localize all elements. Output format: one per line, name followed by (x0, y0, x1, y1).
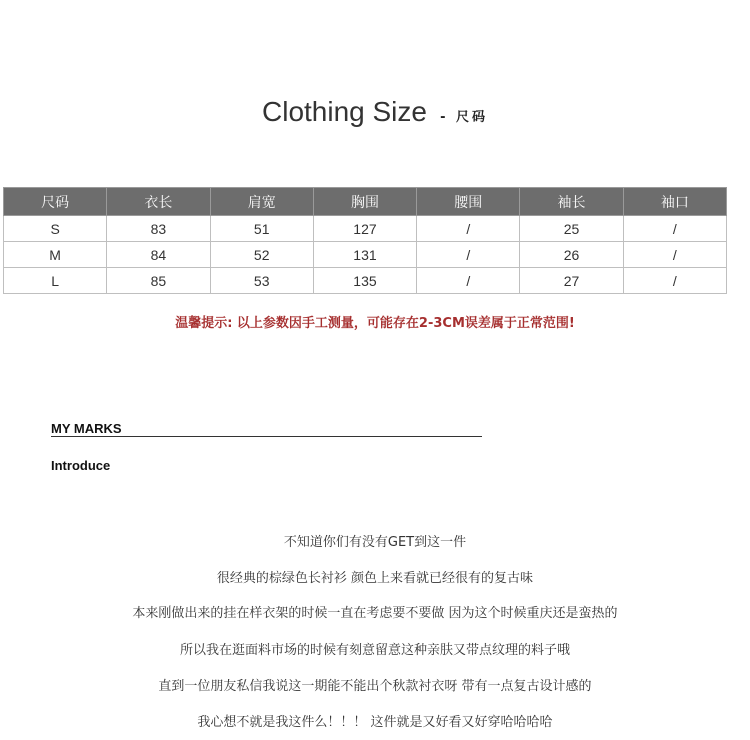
table-cell: / (623, 268, 726, 294)
table-cell: / (417, 216, 520, 242)
table-cell: 27 (520, 268, 623, 294)
description-line: 本来刚做出来的挂在样衣架的时候一直在考虑要不要做 因为这个时候重庆还是蛮热的 (132, 606, 618, 621)
measurement-notice: 温馨提示: 以上参数因手工测量，可能存在2-3CM误差属于正常范围! (175, 316, 575, 331)
description-line: 所以我在逛面料市场的时候有刻意留意这种亲肤又带点纹理的料子哦 (179, 643, 570, 658)
header-cuff: 袖口 (623, 188, 726, 216)
header-length: 衣长 (107, 188, 210, 216)
table-cell: 135 (313, 268, 416, 294)
title-sub: - 尺码 (440, 110, 488, 125)
table-row (4, 216, 727, 242)
table-cell: 83 (107, 216, 210, 242)
table-row (4, 268, 727, 294)
header-size: 尺码 (4, 188, 107, 216)
header-sleeve: 袖长 (520, 188, 623, 216)
table-cell: / (417, 268, 520, 294)
table-cell: 51 (210, 216, 313, 242)
table-cell: / (623, 216, 726, 242)
table-cell: 26 (520, 242, 623, 268)
header-chest: 胸围 (313, 188, 416, 216)
table-cell: 52 (210, 242, 313, 268)
description-line: 直到一位朋友私信我说这一期能不能出个秋款衬衣呀 带有一点复古设计感的 (158, 679, 592, 694)
description-line: 我心想不就是我这件么！！！ 这件就是又好看又好穿哈哈哈哈 (197, 715, 553, 730)
size-table (3, 187, 727, 294)
table-cell: M (4, 242, 107, 268)
page-title (0, 96, 750, 128)
description-line: 不知道你们有没有GET到这一件 (283, 535, 467, 550)
header-waist: 腰围 (417, 188, 520, 216)
table-cell: L (4, 268, 107, 294)
table-header-row (4, 188, 727, 216)
table-cell: / (417, 242, 520, 268)
description-line: 很经典的棕绿色长衬衫 颜色上来看就已经很有的复古味 (216, 571, 534, 586)
title-main: Clothing Size (262, 96, 427, 127)
table-cell: 85 (107, 268, 210, 294)
table-cell: S (4, 216, 107, 242)
table-cell: 25 (520, 216, 623, 242)
header-shoulder: 肩宽 (210, 188, 313, 216)
table-cell: 53 (210, 268, 313, 294)
table-cell: 131 (313, 242, 416, 268)
table-cell: 84 (107, 242, 210, 268)
introduce-heading: Introduce (51, 458, 111, 473)
table-cell: / (623, 242, 726, 268)
my-marks-heading: MY MARKS (51, 421, 482, 437)
table-row (4, 242, 727, 268)
table-cell: 127 (313, 216, 416, 242)
